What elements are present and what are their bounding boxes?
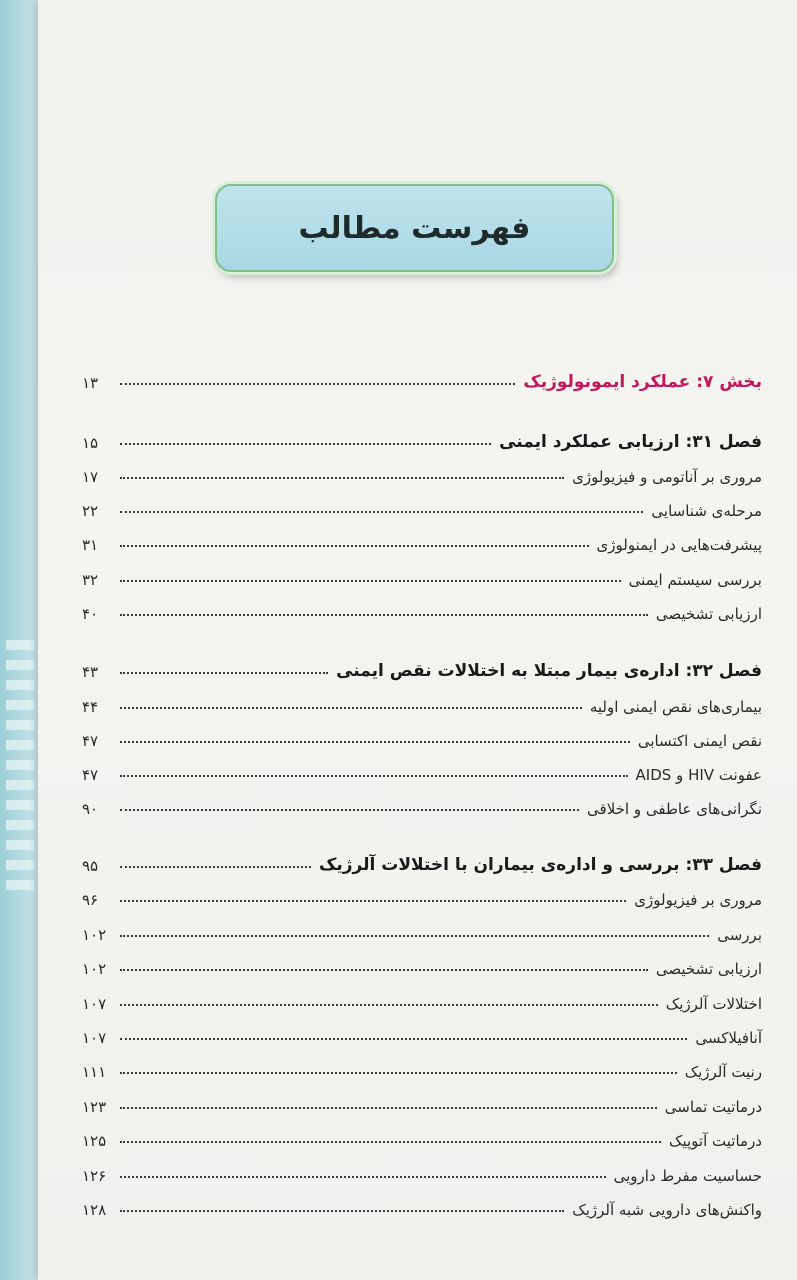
toc-section-row[interactable] [82,364,762,392]
section-label: بخش ۷: عملکرد ایمونولوژیک [523,372,762,392]
entry-label: مروری بر فیزیولوژی [634,891,762,909]
dot-leader [120,1071,677,1074]
page-number: ۱۲۵ [82,1132,107,1150]
entry-label: مروری بر آناتومی و فیزیولوژی [572,468,762,486]
page-number: ۴۷ [82,732,99,750]
page-number: ۹۶ [82,891,99,909]
entry-label: عفونت HIV و AIDS [635,766,762,784]
entry-label: ارزیابی تشخیصی [655,960,762,978]
dot-leader [120,1037,687,1040]
dot-leader [120,671,328,674]
entry-label: نگرانی‌های عاطفی و اخلاقی [587,800,762,818]
page-number: ۱۰۷ [82,995,107,1013]
toc-entry-row[interactable] [82,492,762,520]
chapter-label: فصل ۳۱: ارزیابی عملکرد ایمنی [499,432,762,452]
dot-leader [120,1003,658,1006]
toc-entry-row[interactable] [82,985,762,1013]
toc-entry-row[interactable] [82,458,762,486]
page-number: ۴۷ [82,766,99,784]
toc-entry-row[interactable] [82,595,762,623]
book-spine-edge [0,0,42,1280]
entry-label: آنافیلاکسی [695,1029,762,1047]
toc-entry-row[interactable] [82,688,762,716]
entry-label: بررسی [717,926,762,944]
toc-entry-row[interactable] [82,790,762,818]
page-number: ۹۰ [82,800,99,818]
toc-chapter-row[interactable] [82,653,762,681]
toc-entry-row[interactable] [82,1157,762,1185]
dot-leader [120,1106,657,1109]
page-number: ۴۳ [82,663,99,681]
page-number: ۳۲ [82,571,99,589]
dot-leader [120,1209,564,1212]
page-number: ۱۲۳ [82,1098,107,1116]
dot-leader [120,544,589,547]
page-number: ۱۰۷ [82,1029,107,1047]
dot-leader [120,934,709,937]
toc-entry-row[interactable] [82,916,762,944]
toc-entry-row[interactable] [82,1191,762,1219]
chapter-label: فصل ۳۳: بررسی و اداره‌ی بیماران با اختلالات آلرژیک [318,855,762,875]
entry-label: رنیت آلرژیک [684,1063,762,1081]
page-number: ۴۴ [82,698,99,716]
entry-label: واکنش‌های دارویی شبه آلرژیک [572,1201,762,1219]
toc-entry-row[interactable] [82,1019,762,1047]
page-number: ۱۵ [82,434,99,452]
page-number: ۱۰۲ [82,960,107,978]
dot-leader [120,774,628,777]
dot-leader [120,579,621,582]
entry-label: درماتیت آتوپیک [669,1132,762,1150]
dot-leader [120,382,515,385]
entry-label: بیماری‌های نقص ایمنی اولیه [589,698,762,716]
page-number: ۹۵ [82,857,99,875]
dot-leader [120,899,626,902]
toc-entry-row[interactable] [82,881,762,909]
entry-label: درماتیت تماسی [664,1098,762,1116]
page-number: ۱۷ [82,468,99,486]
toc-entry-row[interactable] [82,1088,762,1116]
toc-entry-row[interactable] [82,526,762,554]
entry-label: مرحله‌ی شناسایی [651,502,762,520]
chapter-label: فصل ۳۲: اداره‌ی بیمار مبتلا به اختلالات نقص ایمنی [336,661,762,681]
dot-leader [120,1140,661,1143]
dot-leader [120,510,643,513]
page-number: ۲۲ [82,502,99,520]
page-number: ۱۳ [82,374,99,392]
toc-entry-row[interactable] [82,1053,762,1081]
page-number: ۱۱۱ [82,1063,107,1081]
toc-chapter-row[interactable] [82,424,762,452]
entry-label: اختلالات آلرژیک [665,995,762,1013]
entry-label: بررسی سیستم ایمنی [628,571,762,589]
book-page [38,0,797,1280]
dot-leader [120,968,648,971]
toc-entry-row[interactable] [82,950,762,978]
page-number: ۴۰ [82,605,99,623]
toc-entry-row[interactable] [82,722,762,750]
dot-leader [120,740,630,743]
entry-label: حساسیت مفرط دارویی [613,1167,762,1185]
toc-entry-row[interactable] [82,1122,762,1150]
entry-label: پیشرفت‌هایی در ایمنولوژی [596,536,762,554]
toc-title: فهرست مطالب [298,210,531,246]
entry-label: ارزیابی تشخیصی [655,605,762,623]
dot-leader [120,1175,606,1178]
dot-leader [120,476,564,479]
page-number: ۱۰۲ [82,926,107,944]
page-number: ۱۲۸ [82,1201,107,1219]
page-number: ۱۲۶ [82,1167,107,1185]
dot-leader [120,865,311,868]
entry-label: نقص ایمنی اکتسابی [637,732,762,750]
dot-leader [120,706,582,709]
dot-leader [120,442,491,445]
page-number: ۳۱ [82,536,99,554]
table-of-contents [38,0,797,1280]
toc-entry-row[interactable] [82,756,762,784]
toc-chapter-row[interactable] [82,847,762,875]
dot-leader [120,613,648,616]
toc-entry-row[interactable] [82,561,762,589]
dot-leader [120,808,579,811]
